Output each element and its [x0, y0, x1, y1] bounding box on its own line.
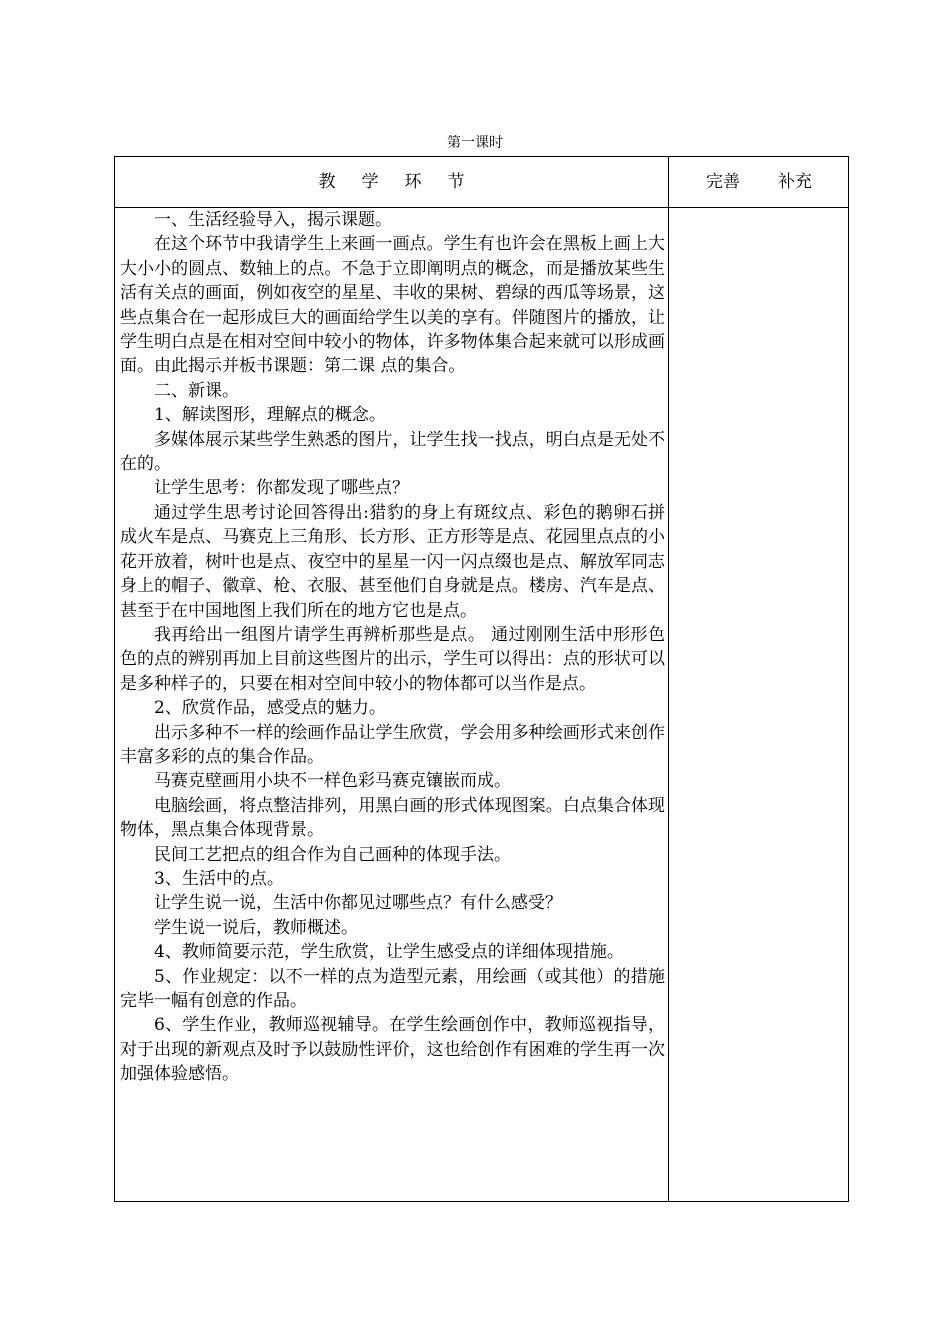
paragraph: 5、作业规定：以不一样的点为造型元素，用绘画（或其他）的措施完毕一幅有创意的作品。: [120, 966, 665, 1011]
lesson-plan-table: [114, 156, 849, 1202]
paragraph: 让学生思考：你都发现了哪些点？: [154, 478, 409, 499]
paragraph: 6、学生作业，教师巡视辅导。在学生绘画创作中，教师巡视指导，对于出现的新观点及时予以鼓励性评价，这也给创作有困难的学生再一次加强体验感悟。: [120, 1015, 665, 1085]
paragraph: 3、生活中的点。: [154, 868, 284, 889]
header-supplement: [669, 157, 849, 207]
paragraph: 1、解读图形，理解点的概念。: [154, 405, 386, 426]
table-header-row: [115, 157, 848, 208]
paragraph: 出示多种不一样的绘画作品让学生欣赏，学会用多种绘画形式来创作丰富多彩的点的集合作品。: [120, 722, 665, 767]
paragraph: 二、新课。: [154, 380, 239, 401]
paragraph: 2、欣赏作品，感受点的魅力。: [154, 698, 386, 719]
paragraph: 学生说一说后，教师概述。: [154, 917, 358, 938]
paragraph: 民间工艺把点的组合作为自己画种的体现手法。: [154, 844, 511, 865]
paragraph: 我再给出一组图片请学生再辨析那些是点。 通过刚刚生活中形形色色的点的辨别再加上目前这些图片的出示，学生可以得出：点的形状可以是多种样子的，只要在相对空间中较小的物体都可以当作是点。: [120, 624, 665, 694]
paragraph: 电脑绘画，将点整洁排列，用黑白画的形式体现图案。白点集合体现物体，黑点集合体现背景。: [120, 795, 665, 841]
teaching-steps-content: [120, 208, 665, 1087]
paragraph: 一、生活经验导入，揭示课题。: [154, 210, 392, 230]
paragraph: 通过学生思考讨论回答得出:猎豹的身上有斑纹点、彩色的鹅卵石拼成火车是点、马赛克上三角形、长方形、正方形等是点、花园里点点的小花开放着，树叶也是点、夜空中的星星一闪一闪点缀也是点、解放军同志身上的帽子、徽章、枪、衣服、甚至他们自身就是点。楼房、汽车是点、甚至于在中国地图上我们所在的地方它也是点。: [120, 502, 665, 621]
paragraph: 在这个环节中我请学生上来画一画点。学生有也许会在黑板上画上大大小小的圆点、数轴上的点。不急于立即阐明点的概念，而是播放某些生活有关点的画面，例如夜空的星星、丰收的果树、碧绿的西瓜等场景，这些点集合在一起形成巨大的画面给学生以美的享有。伴随图片的播放，让学生明白点是在相对空间中较小的物体，许多物体集合起来就可以形成画面。由此揭示并板书课题：第二课 点的集合。: [120, 234, 665, 377]
paragraph: 4、教师简要示范，学生欣赏，让学生感受点的详细体现措施。: [154, 942, 624, 963]
header-supplement-word-1: 完善: [706, 172, 740, 192]
header-teaching-steps: 教学环节: [318, 172, 491, 192]
paragraph: 让学生说一说，生活中你都见过哪些点？有什么感受？: [154, 893, 562, 914]
paragraph: 马赛克壁画用小块不一样色彩马赛克镶嵌而成。: [154, 771, 511, 792]
header-supplement-word-2: 补充: [778, 172, 812, 192]
column-divider: [668, 157, 669, 1201]
paragraph: 多媒体展示某些学生熟悉的图片，让学生找一找点，明白点是无处不在的。: [120, 429, 665, 475]
lesson-title: 第一课时: [447, 135, 503, 151]
